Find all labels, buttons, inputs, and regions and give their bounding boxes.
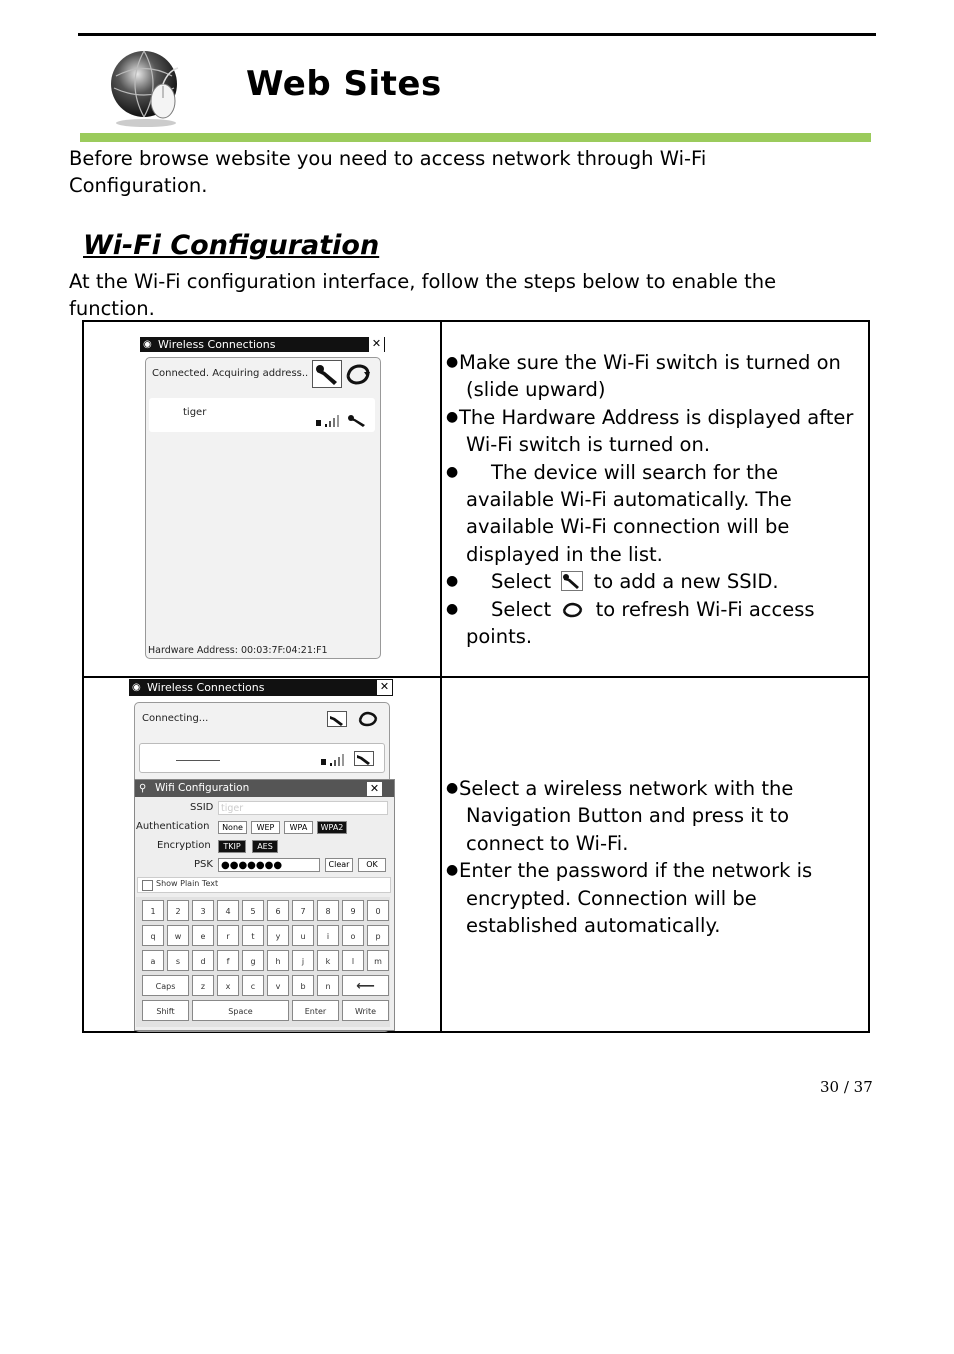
table-divider	[82, 676, 870, 678]
search-icon: ⚲	[139, 783, 147, 794]
keyboard-key[interactable]: m	[367, 950, 389, 971]
clear-button[interactable]: Clear	[325, 858, 353, 872]
keyboard-key[interactable]: 6	[267, 900, 289, 921]
window-titlebar	[140, 337, 385, 352]
wifi-icon: ◉	[132, 682, 141, 693]
network-list-item[interactable]	[149, 398, 375, 432]
auth-option-none[interactable]: None	[218, 821, 247, 834]
keyboard-key[interactable]: h	[267, 950, 289, 971]
psk-input[interactable]: ●●●●●●●	[218, 858, 320, 872]
keyboard-key[interactable]: 0	[367, 900, 389, 921]
window-title: Wireless Connections	[147, 681, 265, 694]
keyboard-key[interactable]: o	[342, 925, 364, 946]
ok-button[interactable]: OK	[358, 858, 386, 872]
keyboard-key[interactable]: u	[292, 925, 314, 946]
list-item: ● The device will search for the available Wi-Fi automatically. The available Wi-Fi connection will be displayed in the list.	[446, 460, 792, 566]
keyboard-key[interactable]: x	[217, 975, 239, 996]
wrench-icon[interactable]	[347, 413, 367, 427]
onscreen-keyboard	[136, 897, 390, 1027]
keyboard-key[interactable]: Caps	[142, 975, 189, 996]
network-list-item[interactable]	[139, 743, 385, 773]
keyboard-key[interactable]: z	[192, 975, 214, 996]
top-rule	[78, 33, 876, 36]
keyboard-key[interactable]: i	[317, 925, 339, 946]
auth-label: Authentication	[136, 821, 210, 832]
close-icon[interactable]: ✕	[377, 680, 392, 695]
keyboard-key[interactable]: l	[342, 950, 364, 971]
intro-paragraph: Before browse website you need to access network through Wi-Fi Configuration.	[69, 147, 707, 197]
backspace-key[interactable]: ⟵	[342, 975, 389, 996]
signal-icon	[315, 414, 343, 428]
list-item: ● Select to refresh Wi-Fi access points.	[446, 597, 815, 649]
auth-option-wpa[interactable]: WPA	[284, 821, 313, 834]
keyboard-key[interactable]: e	[192, 925, 214, 946]
list-item: ● Enter the password if the network is encrypted. Connection will be established automatically.	[446, 859, 813, 938]
keyboard-key[interactable]: Space	[192, 1000, 289, 1021]
globe-mouse-icon	[106, 46, 186, 128]
dialog-titlebar	[135, 780, 394, 797]
keyboard-key[interactable]: y	[267, 925, 289, 946]
status-text: Connecting...	[142, 713, 209, 724]
wrench-icon[interactable]	[354, 751, 374, 766]
keyboard-key[interactable]: v	[267, 975, 289, 996]
ssid-input[interactable]: tiger	[218, 801, 388, 815]
connections-panel	[145, 357, 381, 659]
list-item: ● Select a wireless network with the Navigation Button and press it to connect to Wi-Fi.	[446, 777, 794, 855]
network-name: tiger	[183, 407, 207, 418]
page-number: 30 / 37	[820, 1078, 873, 1096]
keyboard-key[interactable]: w	[167, 925, 189, 946]
hardware-address: Hardware Address: 00:03:7F:04:21:F1	[148, 645, 328, 656]
row1-instructions	[446, 349, 866, 650]
refresh-icon[interactable]	[357, 711, 379, 727]
row2-instructions	[446, 775, 866, 939]
list-item: ● Select to add a new SSID.	[446, 570, 779, 594]
section-title: Wi-Fi Configuration	[83, 230, 380, 261]
show-plain-checkbox[interactable]	[142, 880, 153, 891]
close-icon[interactable]: ✕	[369, 337, 384, 352]
wrench-icon[interactable]	[327, 711, 347, 727]
enc-option-tkip[interactable]: TKIP	[218, 840, 246, 853]
keyboard-key[interactable]: d	[192, 950, 214, 971]
keyboard-key[interactable]: Write	[342, 1000, 389, 1021]
keyboard-key[interactable]: b	[292, 975, 314, 996]
keyboard-key[interactable]: 5	[242, 900, 264, 921]
keyboard-key[interactable]: r	[217, 925, 239, 946]
section-intro: At the Wi-Fi configuration interface, follow the steps below to enable the function.	[69, 270, 777, 320]
auth-option-wep[interactable]: WEP	[251, 821, 280, 834]
keyboard-key[interactable]: s	[167, 950, 189, 971]
ssid-label: SSID	[190, 802, 214, 813]
keyboard-key[interactable]: 3	[192, 900, 214, 921]
keyboard-key[interactable]: n	[317, 975, 339, 996]
wrench-icon[interactable]	[312, 360, 342, 388]
refresh-icon[interactable]	[344, 362, 372, 386]
status-text: Connected. Acquiring address..	[152, 368, 309, 379]
keyboard-key[interactable]: a	[142, 950, 164, 971]
keyboard-key[interactable]: Enter	[292, 1000, 339, 1021]
keyboard-key[interactable]: p	[367, 925, 389, 946]
list-item: ● The Hardware Address is displayed after Wi-Fi switch is turned on.	[446, 405, 854, 457]
keyboard-key[interactable]: 9	[342, 900, 364, 921]
keyboard-key[interactable]: 4	[217, 900, 239, 921]
refresh-icon	[561, 601, 585, 619]
keyboard-key[interactable]: j	[292, 950, 314, 971]
enc-option-aes[interactable]: AES	[252, 840, 278, 853]
wifi-icon: ◉	[143, 339, 152, 350]
wireless-screen-1	[140, 337, 385, 659]
wrench-icon	[561, 571, 583, 591]
wireless-screen-2	[129, 679, 395, 1031]
show-plain-label: Show Plain Text	[156, 879, 219, 888]
psk-label: PSK	[194, 859, 213, 870]
encryption-label: Encryption	[157, 840, 211, 851]
keyboard-key[interactable]: g	[242, 950, 264, 971]
keyboard-key[interactable]: 8	[317, 900, 339, 921]
window-titlebar	[129, 679, 393, 696]
list-item: ● Make sure the Wi-Fi switch is turned on (slide upward)	[446, 351, 841, 402]
keyboard-key[interactable]: 2	[167, 900, 189, 921]
keyboard-key[interactable]: f	[217, 950, 239, 971]
auth-option-wpa2[interactable]: WPA2	[317, 821, 347, 834]
close-icon[interactable]: ✕	[367, 782, 382, 796]
show-plain-row	[137, 877, 391, 893]
keyboard-key[interactable]: Shift	[142, 1000, 189, 1021]
header-bar	[80, 133, 871, 142]
signal-icon	[320, 753, 348, 767]
window-title: Wireless Connections	[158, 338, 276, 351]
keyboard-key[interactable]: 7	[292, 900, 314, 921]
keyboard-key[interactable]: c	[242, 975, 264, 996]
keyboard-key[interactable]: k	[317, 950, 339, 971]
keyboard-key[interactable]: 1	[142, 900, 164, 921]
keyboard-key[interactable]: t	[242, 925, 264, 946]
wifi-config-dialog	[134, 779, 395, 1031]
page-title: Web Sites	[246, 64, 442, 104]
keyboard-key[interactable]: q	[142, 925, 164, 946]
dialog-title: Wifi Configuration	[155, 782, 250, 794]
